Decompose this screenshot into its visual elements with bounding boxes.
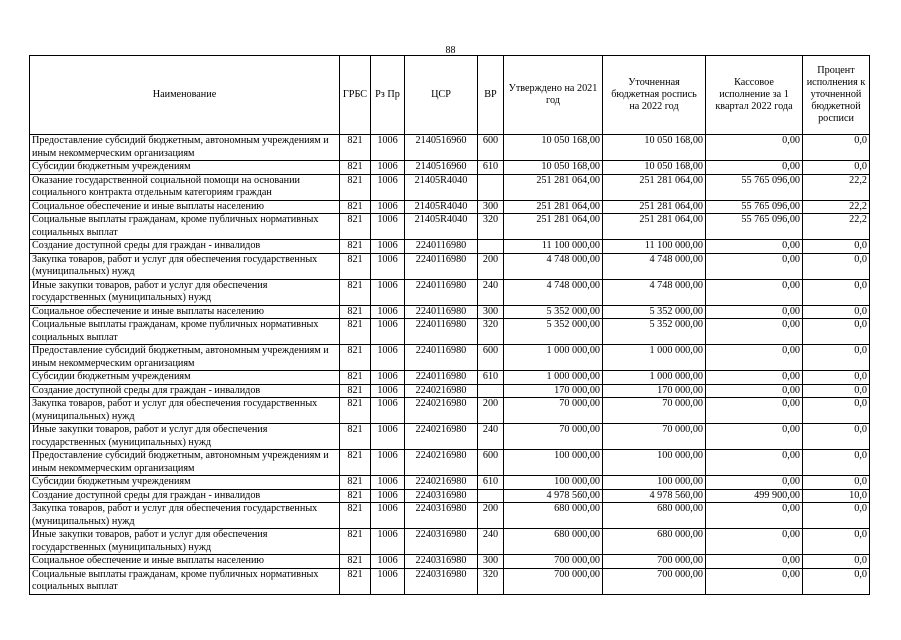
cell-percent: 0,0 bbox=[803, 398, 870, 424]
cell-grbs: 821 bbox=[340, 450, 371, 476]
cell-name: Социальные выплаты гражданам, кроме публичных нормативных социальных выплат bbox=[30, 319, 340, 345]
header-rzpr: Рз Пр bbox=[371, 56, 405, 135]
cell-vr: 300 bbox=[478, 200, 504, 214]
cell-percent: 0,0 bbox=[803, 240, 870, 254]
cell-approved: 251 281 064,00 bbox=[504, 214, 603, 240]
cell-grbs: 821 bbox=[340, 174, 371, 200]
page-number: 88 bbox=[445, 45, 456, 56]
cell-vr: 300 bbox=[478, 555, 504, 569]
table-row bbox=[30, 305, 870, 319]
cell-name: Закупка товаров, работ и услуг для обеспечения государственных (муниципальных) нужд bbox=[30, 253, 340, 279]
cell-name: Иные закупки товаров, работ и услуг для обеспечения государственных (муниципальных) нужд bbox=[30, 279, 340, 305]
cell-refined: 700 000,00 bbox=[603, 568, 706, 594]
cell-percent: 0,0 bbox=[803, 450, 870, 476]
cell-approved: 70 000,00 bbox=[504, 398, 603, 424]
cell-name: Создание доступной среды для граждан - инвалидов bbox=[30, 240, 340, 254]
cell-cash: 0,00 bbox=[706, 305, 803, 319]
cell-csr: 2240216980 bbox=[405, 450, 478, 476]
cell-refined: 4 978 560,00 bbox=[603, 489, 706, 503]
cell-cash: 0,00 bbox=[706, 161, 803, 175]
cell-refined: 100 000,00 bbox=[603, 450, 706, 476]
cell-rzpr: 1006 bbox=[371, 568, 405, 594]
cell-percent: 0,0 bbox=[803, 319, 870, 345]
cell-percent: 0,0 bbox=[803, 135, 870, 161]
cell-csr: 21405R4040 bbox=[405, 200, 478, 214]
cell-csr: 2240116980 bbox=[405, 319, 478, 345]
cell-csr: 21405R4040 bbox=[405, 174, 478, 200]
cell-vr: 240 bbox=[478, 529, 504, 555]
cell-vr: 200 bbox=[478, 398, 504, 424]
cell-rzpr: 1006 bbox=[371, 214, 405, 240]
cell-rzpr: 1006 bbox=[371, 240, 405, 254]
table-row bbox=[30, 424, 870, 450]
cell-csr: 2240216980 bbox=[405, 398, 478, 424]
cell-refined: 70 000,00 bbox=[603, 398, 706, 424]
cell-approved: 5 352 000,00 bbox=[504, 305, 603, 319]
cell-rzpr: 1006 bbox=[371, 503, 405, 529]
cell-cash: 0,00 bbox=[706, 503, 803, 529]
cell-rzpr: 1006 bbox=[371, 319, 405, 345]
cell-approved: 1 000 000,00 bbox=[504, 371, 603, 385]
cell-name: Иные закупки товаров, работ и услуг для обеспечения государственных (муниципальных) нужд bbox=[30, 424, 340, 450]
cell-vr: 610 bbox=[478, 161, 504, 175]
cell-percent: 0,0 bbox=[803, 305, 870, 319]
cell-approved: 680 000,00 bbox=[504, 503, 603, 529]
cell-percent: 22,2 bbox=[803, 174, 870, 200]
cell-csr: 2240316980 bbox=[405, 529, 478, 555]
cell-vr: 240 bbox=[478, 424, 504, 450]
cell-csr: 2240116980 bbox=[405, 345, 478, 371]
cell-percent: 10,0 bbox=[803, 489, 870, 503]
cell-csr: 2240216980 bbox=[405, 424, 478, 450]
cell-cash: 0,00 bbox=[706, 345, 803, 371]
cell-grbs: 821 bbox=[340, 135, 371, 161]
cell-vr: 610 bbox=[478, 476, 504, 490]
cell-grbs: 821 bbox=[340, 489, 371, 503]
cell-name: Субсидии бюджетным учреждениям bbox=[30, 476, 340, 490]
table-row bbox=[30, 476, 870, 490]
cell-grbs: 821 bbox=[340, 424, 371, 450]
cell-grbs: 821 bbox=[340, 555, 371, 569]
cell-cash: 0,00 bbox=[706, 450, 803, 476]
table-row bbox=[30, 319, 870, 345]
cell-refined: 170 000,00 bbox=[603, 384, 706, 398]
cell-grbs: 821 bbox=[340, 345, 371, 371]
cell-cash: 0,00 bbox=[706, 424, 803, 450]
cell-cash: 55 765 096,00 bbox=[706, 214, 803, 240]
cell-vr: 600 bbox=[478, 345, 504, 371]
cell-percent: 0,0 bbox=[803, 503, 870, 529]
cell-refined: 100 000,00 bbox=[603, 476, 706, 490]
cell-percent: 0,0 bbox=[803, 384, 870, 398]
header-row bbox=[30, 56, 870, 135]
cell-csr: 2240116980 bbox=[405, 371, 478, 385]
cell-rzpr: 1006 bbox=[371, 253, 405, 279]
cell-name: Предоставление субсидий бюджетным, автономным учреждениям и иным некоммерческим организациям bbox=[30, 345, 340, 371]
table-row bbox=[30, 200, 870, 214]
cell-rzpr: 1006 bbox=[371, 174, 405, 200]
cell-refined: 4 748 000,00 bbox=[603, 253, 706, 279]
header-cash: Кассовое исполнение за 1 квартал 2022 года bbox=[706, 56, 803, 135]
cell-csr: 2240116980 bbox=[405, 253, 478, 279]
table-row bbox=[30, 253, 870, 279]
cell-refined: 251 281 064,00 bbox=[603, 174, 706, 200]
cell-cash: 0,00 bbox=[706, 568, 803, 594]
cell-rzpr: 1006 bbox=[371, 424, 405, 450]
cell-rzpr: 1006 bbox=[371, 345, 405, 371]
cell-cash: 0,00 bbox=[706, 476, 803, 490]
cell-grbs: 821 bbox=[340, 476, 371, 490]
header-grbs: ГРБС bbox=[340, 56, 371, 135]
cell-rzpr: 1006 bbox=[371, 161, 405, 175]
cell-refined: 680 000,00 bbox=[603, 529, 706, 555]
cell-name: Социальные выплаты гражданам, кроме публичных нормативных социальных выплат bbox=[30, 568, 340, 594]
cell-rzpr: 1006 bbox=[371, 555, 405, 569]
cell-csr: 2240116980 bbox=[405, 305, 478, 319]
cell-approved: 4 748 000,00 bbox=[504, 253, 603, 279]
cell-cash: 0,00 bbox=[706, 279, 803, 305]
cell-rzpr: 1006 bbox=[371, 305, 405, 319]
cell-cash: 0,00 bbox=[706, 555, 803, 569]
cell-csr: 2240116980 bbox=[405, 279, 478, 305]
cell-csr: 2240316980 bbox=[405, 568, 478, 594]
cell-name: Оказание государственной социальной помощи на основании социального контракта отдельным категориям граждан bbox=[30, 174, 340, 200]
cell-approved: 251 281 064,00 bbox=[504, 200, 603, 214]
cell-refined: 70 000,00 bbox=[603, 424, 706, 450]
cell-grbs: 821 bbox=[340, 279, 371, 305]
cell-rzpr: 1006 bbox=[371, 450, 405, 476]
budget-table bbox=[29, 55, 870, 595]
table-row bbox=[30, 279, 870, 305]
cell-refined: 11 100 000,00 bbox=[603, 240, 706, 254]
cell-approved: 100 000,00 bbox=[504, 450, 603, 476]
header-vr: ВР bbox=[478, 56, 504, 135]
cell-rzpr: 1006 bbox=[371, 398, 405, 424]
cell-cash: 55 765 096,00 bbox=[706, 174, 803, 200]
cell-name: Социальное обеспечение и иные выплаты населению bbox=[30, 555, 340, 569]
cell-rzpr: 1006 bbox=[371, 384, 405, 398]
cell-csr: 2140516960 bbox=[405, 135, 478, 161]
header-csr: ЦСР bbox=[405, 56, 478, 135]
cell-percent: 0,0 bbox=[803, 253, 870, 279]
cell-refined: 10 050 168,00 bbox=[603, 161, 706, 175]
cell-csr: 2240216980 bbox=[405, 476, 478, 490]
cell-rzpr: 1006 bbox=[371, 371, 405, 385]
cell-refined: 5 352 000,00 bbox=[603, 305, 706, 319]
cell-approved: 170 000,00 bbox=[504, 384, 603, 398]
cell-cash: 0,00 bbox=[706, 319, 803, 345]
cell-rzpr: 1006 bbox=[371, 135, 405, 161]
cell-vr: 610 bbox=[478, 371, 504, 385]
cell-csr: 2240216980 bbox=[405, 384, 478, 398]
cell-grbs: 821 bbox=[340, 529, 371, 555]
cell-name: Предоставление субсидий бюджетным, автономным учреждениям и иным некоммерческим организациям bbox=[30, 135, 340, 161]
cell-percent: 0,0 bbox=[803, 476, 870, 490]
cell-grbs: 821 bbox=[340, 398, 371, 424]
cell-refined: 5 352 000,00 bbox=[603, 319, 706, 345]
table-row bbox=[30, 135, 870, 161]
cell-percent: 22,2 bbox=[803, 200, 870, 214]
cell-vr: 600 bbox=[478, 450, 504, 476]
cell-rzpr: 1006 bbox=[371, 279, 405, 305]
table-row bbox=[30, 371, 870, 385]
cell-vr bbox=[478, 384, 504, 398]
table-row bbox=[30, 503, 870, 529]
cell-name: Предоставление субсидий бюджетным, автономным учреждениям и иным некоммерческим организациям bbox=[30, 450, 340, 476]
cell-refined: 4 748 000,00 bbox=[603, 279, 706, 305]
cell-vr: 320 bbox=[478, 214, 504, 240]
cell-approved: 100 000,00 bbox=[504, 476, 603, 490]
cell-grbs: 821 bbox=[340, 503, 371, 529]
cell-approved: 1 000 000,00 bbox=[504, 345, 603, 371]
cell-rzpr: 1006 bbox=[371, 200, 405, 214]
table-row bbox=[30, 161, 870, 175]
table-row bbox=[30, 489, 870, 503]
cell-name: Иные закупки товаров, работ и услуг для обеспечения государственных (муниципальных) нужд bbox=[30, 529, 340, 555]
cell-grbs: 821 bbox=[340, 200, 371, 214]
table-row bbox=[30, 384, 870, 398]
table-row bbox=[30, 174, 870, 200]
header-name: Наименование bbox=[30, 56, 340, 135]
table-row bbox=[30, 345, 870, 371]
cell-refined: 1 000 000,00 bbox=[603, 345, 706, 371]
header-approved: Утверждено на 2021 год bbox=[504, 56, 603, 135]
cell-percent: 0,0 bbox=[803, 529, 870, 555]
cell-refined: 251 281 064,00 bbox=[603, 200, 706, 214]
cell-grbs: 821 bbox=[340, 214, 371, 240]
cell-grbs: 821 bbox=[340, 319, 371, 345]
cell-name: Социальное обеспечение и иные выплаты населению bbox=[30, 200, 340, 214]
cell-approved: 4 748 000,00 bbox=[504, 279, 603, 305]
cell-approved: 11 100 000,00 bbox=[504, 240, 603, 254]
cell-csr: 2140516960 bbox=[405, 161, 478, 175]
cell-vr: 300 bbox=[478, 305, 504, 319]
cell-approved: 70 000,00 bbox=[504, 424, 603, 450]
cell-name: Закупка товаров, работ и услуг для обеспечения государственных (муниципальных) нужд bbox=[30, 398, 340, 424]
cell-vr: 320 bbox=[478, 568, 504, 594]
header-refined: Уточненная бюджетная роспись на 2022 год bbox=[603, 56, 706, 135]
cell-cash: 0,00 bbox=[706, 240, 803, 254]
cell-csr: 2240316980 bbox=[405, 489, 478, 503]
cell-approved: 251 281 064,00 bbox=[504, 174, 603, 200]
table-row bbox=[30, 398, 870, 424]
cell-vr: 240 bbox=[478, 279, 504, 305]
cell-vr: 200 bbox=[478, 253, 504, 279]
cell-vr: 320 bbox=[478, 319, 504, 345]
cell-grbs: 821 bbox=[340, 371, 371, 385]
cell-grbs: 821 bbox=[340, 240, 371, 254]
cell-approved: 700 000,00 bbox=[504, 555, 603, 569]
cell-name: Социальное обеспечение и иные выплаты населению bbox=[30, 305, 340, 319]
cell-vr bbox=[478, 240, 504, 254]
cell-refined: 700 000,00 bbox=[603, 555, 706, 569]
table-row bbox=[30, 555, 870, 569]
cell-cash: 0,00 bbox=[706, 371, 803, 385]
cell-percent: 0,0 bbox=[803, 424, 870, 450]
cell-approved: 700 000,00 bbox=[504, 568, 603, 594]
table-row bbox=[30, 240, 870, 254]
table-row bbox=[30, 568, 870, 594]
cell-percent: 0,0 bbox=[803, 568, 870, 594]
cell-approved: 5 352 000,00 bbox=[504, 319, 603, 345]
cell-cash: 0,00 bbox=[706, 529, 803, 555]
cell-cash: 0,00 bbox=[706, 398, 803, 424]
cell-vr bbox=[478, 174, 504, 200]
cell-vr: 200 bbox=[478, 503, 504, 529]
cell-refined: 1 000 000,00 bbox=[603, 371, 706, 385]
table-row bbox=[30, 214, 870, 240]
cell-grbs: 821 bbox=[340, 568, 371, 594]
cell-name: Социальные выплаты гражданам, кроме публичных нормативных социальных выплат bbox=[30, 214, 340, 240]
cell-refined: 10 050 168,00 bbox=[603, 135, 706, 161]
cell-name: Закупка товаров, работ и услуг для обеспечения государственных (муниципальных) нужд bbox=[30, 503, 340, 529]
cell-name: Создание доступной среды для граждан - инвалидов bbox=[30, 489, 340, 503]
cell-csr: 2240316980 bbox=[405, 555, 478, 569]
cell-cash: 499 900,00 bbox=[706, 489, 803, 503]
cell-grbs: 821 bbox=[340, 384, 371, 398]
cell-rzpr: 1006 bbox=[371, 476, 405, 490]
cell-percent: 0,0 bbox=[803, 345, 870, 371]
cell-name: Субсидии бюджетным учреждениям bbox=[30, 161, 340, 175]
table-row bbox=[30, 529, 870, 555]
header-percent: Процент исполнения к уточненной бюджетной росписи bbox=[803, 56, 870, 135]
cell-name: Субсидии бюджетным учреждениям bbox=[30, 371, 340, 385]
cell-refined: 680 000,00 bbox=[603, 503, 706, 529]
cell-cash: 55 765 096,00 bbox=[706, 200, 803, 214]
cell-vr bbox=[478, 489, 504, 503]
cell-percent: 0,0 bbox=[803, 371, 870, 385]
cell-grbs: 821 bbox=[340, 305, 371, 319]
cell-rzpr: 1006 bbox=[371, 489, 405, 503]
cell-csr: 2240316980 bbox=[405, 503, 478, 529]
cell-percent: 0,0 bbox=[803, 555, 870, 569]
cell-cash: 0,00 bbox=[706, 135, 803, 161]
cell-vr: 600 bbox=[478, 135, 504, 161]
cell-percent: 0,0 bbox=[803, 279, 870, 305]
cell-grbs: 821 bbox=[340, 161, 371, 175]
cell-name: Создание доступной среды для граждан - инвалидов bbox=[30, 384, 340, 398]
cell-approved: 10 050 168,00 bbox=[504, 135, 603, 161]
cell-percent: 0,0 bbox=[803, 161, 870, 175]
cell-rzpr: 1006 bbox=[371, 529, 405, 555]
cell-csr: 2240116980 bbox=[405, 240, 478, 254]
cell-approved: 680 000,00 bbox=[504, 529, 603, 555]
cell-cash: 0,00 bbox=[706, 384, 803, 398]
cell-percent: 22,2 bbox=[803, 214, 870, 240]
cell-approved: 4 978 560,00 bbox=[504, 489, 603, 503]
cell-cash: 0,00 bbox=[706, 253, 803, 279]
cell-refined: 251 281 064,00 bbox=[603, 214, 706, 240]
table-row bbox=[30, 450, 870, 476]
cell-csr: 21405R4040 bbox=[405, 214, 478, 240]
cell-approved: 10 050 168,00 bbox=[504, 161, 603, 175]
cell-grbs: 821 bbox=[340, 253, 371, 279]
